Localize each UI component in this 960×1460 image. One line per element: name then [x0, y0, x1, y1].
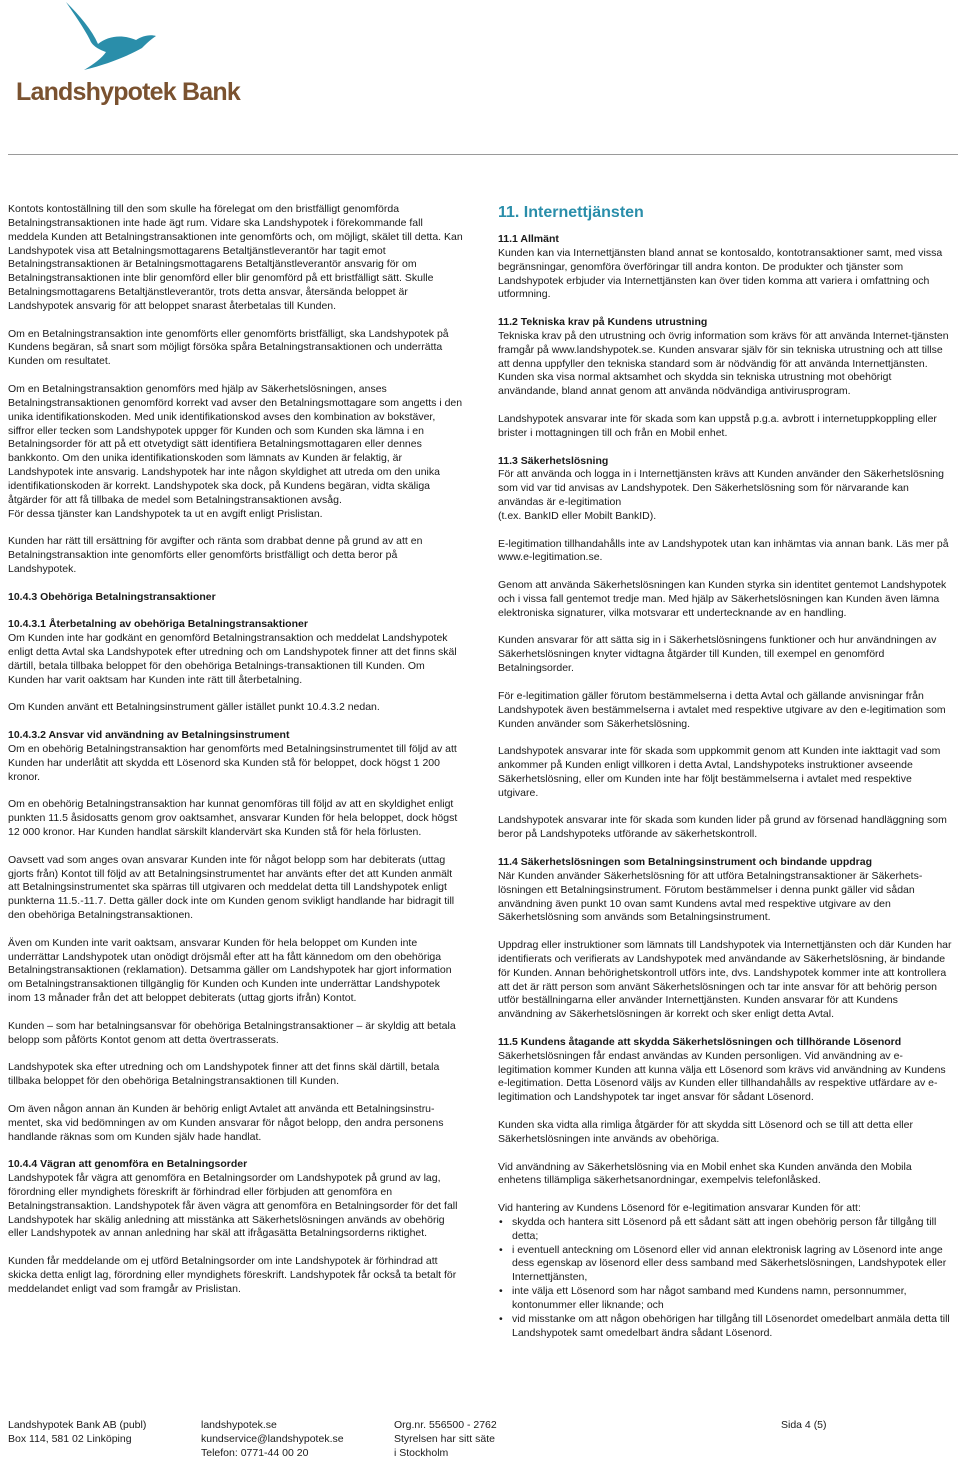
paragraph: Säkerhetslösningen får endast användas av Kunden personligen. Vid användning av e-legitimation kommer Kunden att kunna välja ett Lösenord som krävs vid användning av Kundens e-legitimation. Detta Lösenord väljs av Kunden eller tillhandahålls av respektive utfärdare av e-legitimation och Landshypotek tar inget ansvar för sådant Lösenord.: [498, 1049, 946, 1104]
list-item: • vid misstanke om att någon obehörigen har tillgång till Lösenordet omedelbart anmäla detta till Landshypotek samt omedelbart ändra sådant Lösenord.: [498, 1313, 953, 1341]
paragraph: För e-legitimation gäller förutom bestämmelserna i detta Avtal och gällande anvisningar från Landshypotek även bestämmelserna i avtalet med respektive utgivare av den e-legitimation som Kunden använder som Säkerhetslösning.: [498, 689, 946, 730]
paragraph: E-legitimation tillhandahålls inte av Landshypotek utan kan inhämtas via annan bank. Läs mer på www.e-legitimation.se.: [498, 537, 949, 564]
section-heading: 11. Internettjänsten: [498, 204, 644, 221]
paragraph: Landshypotek ansvarar inte för skada som kunden lider på grund av försenad handläggning som beror på Landshypoteks utförande av säkerhetskontroll.: [498, 814, 947, 841]
paragraph: Landshypotek får vägra att genomföra en Betalningsorder om Landshypotek på grund av lag, förordning eller myndighets föreskrift är förhindrad eller förbjuden att genomföra en Betalningstransaktion. Landshypotek får även vägra att genomföra en Betalningsorder för det fall Landshypotek har skälig anledning att misstänka att Säkerhetslösningen används av obehörig eller Landshypotek av annan anledning har skäl att ifrågasätta Betalningsorderns riktighet.: [8, 1172, 458, 1240]
bird-icon: [62, 0, 162, 72]
subheading: 10.4.4 Vägran att genomföra en Betalningsorder: [8, 1158, 248, 1171]
paragraph: Om Kunden inte har godkänt en genomförd Betalningstransaktion och meddelat Landshypotek enligt detta Avtal ska Landshypotek efter utredning och om Landshypotek finner att det finns skäl därtill, betala tillbaka beloppet för den obehöriga Betalnings-transaktionen till Kunden. Om Kunden har varit oaktsam har Kunden inte rätt till återbetalning.: [8, 632, 457, 686]
footer-company: [8, 1418, 146, 1446]
subheading: 11.5 Kundens åtagande att skydda Säkerhetslösningen och tillhörande Lösenord: [498, 1035, 902, 1048]
paragraph: Om även någon annan än Kunden är behörig enligt Avtalet att använda ett Betalningsinstru-mentet, ska vid bedömningen av om Kunden ansvarar för något belopp, den andra personens handlande räknas som om Kunden själv hade handlat.: [8, 1102, 444, 1143]
list-item: • skydda och hantera sitt Lösenord på ett sådant sätt att ingen obehörig person får tillgång till detta;: [498, 1216, 953, 1244]
subheading: 11.4 Säkerhetslösningen som Betalningsinstrument och bindande uppdrag: [498, 855, 872, 868]
paragraph: Även om Kunden inte varit oaktsam, ansvarar Kunden för hela beloppet om Kunden inte underrättar Landshypotek utan onödigt dröjsmål efter att ha fått kännedom om den obehöriga Betalningstransaktionen (reklamation). Detsamma gäller om Landshypotek har gjort information om Betalningstransaktionen tillgänglig för Kunden och Kunden inte underrättar Landshypotek inom 13 månader från det att beloppet debiterats (uttag gjorts ifrån) Kontot.: [8, 936, 452, 1005]
subheading: 10.4.3.2 Ansvar vid användning av Betalningsinstrument: [8, 729, 290, 742]
paragraph-text: Om en Betalningstransaktion genomförs med hjälp av Säkerhetslösningen, anses Betalningstransaktionen genomförd korrekt vad avser den Betalningsmottagare som angetts i den unika identifikationskoden. Med unik identifikationskod avses den kombination av bokstäver, siffror eller tecken som Landshypotek uppger för Kunden och som Kunden ska lämna i en Betalningsorder för att på ett otvetydigt sätt identifiera Betalningsmottagaren eller dennes bankkonto. Om den unika identifikationskoden som lämnats av Kunden är felaktig, är Landshypotek inte ansvarig. Landshypotek har inte någon skyldighet att utreda om den unika identifikationskoden är korrekt. Landshypotek ska dock, på Kundens begäran, vidta skäliga åtgärder för att få tillbaka de medel som Betalningstransaktionen avsåg.: [8, 382, 463, 506]
paragraph: Vid hantering av Kundens Lösenord för e-legitimation ansvarar Kunden för att:: [498, 1202, 861, 1215]
brand-name: Landshypotek Bank: [16, 78, 240, 106]
paragraph: När Kunden använder Säkerhetslösning för att utföra Betalningstransaktioner är Säkerhets-lösningen ett Betalningsinstrument. Förutom bestämmelser i denna punkt gäller vid sådan användning även punkt 10 ovan samt Kundens avtal med respektive utgivare av den Säkerhetslösning som används som Betalningsinstrument.: [498, 869, 923, 924]
footer-contact: [201, 1418, 344, 1460]
footer-page: [781, 1418, 827, 1432]
org-number: Org.nr. 556500 - 2762: [394, 1419, 497, 1431]
paragraph: Kunden får meddelande om ej utförd Betalningsorder om inte Landshypotek är förhindrad att skicka detta enligt lag, förordning eller myndighets föreskrift. Landshypotek får också ta betalt för meddelandet enligt vad som framgår av Prislistan.: [8, 1255, 457, 1295]
left-column: [8, 203, 463, 1311]
paragraph: Uppdrag eller instruktioner som lämnats till Landshypotek via Internettjänsten och där Kunden har identifierats och verifierats av Landshypotek med användande av Säkerhetslösning, är bindande för Kunden. Annan behörighetskontroll utförs inte, dvs. Landshypotek kommer inte att kontrollera att det är rätt person som använt Säkerhetslösningen och tar inte ansvar för att behörig person utför beställningarna eller använder Internettjänsten. Kunden ansvarar för att Kundens användning av Säkerhetslösningen är korrekt och sker enligt detta Avtal.: [498, 939, 952, 1021]
paragraph: Landshypotek ska efter utredning och om Landshypotek finner att det finns skäl därtill, betala tillbaka beloppet för den obehöriga Betalningstransaktionen till Kunden.: [8, 1061, 440, 1088]
paragraph: Om Kunden använt ett Betalningsinstrument gäller istället punkt 10.4.3.2 nedan.: [8, 701, 380, 714]
paragraph: Om en obehörig Betalningstransaktion har genomförts med Betalningsinstrumentet till följd av att Kunden har underlåtit att skydda ett Lösenord ska Kunden stå för beloppet, dock högst 1 200 kronor.: [8, 742, 457, 783]
list-item: • inte välja ett Lösenord som har något samband med Kundens namn, personnummer, kontonummer eller liknande; och: [498, 1285, 953, 1313]
paragraph: Kunden har rätt till ersättning för avgifter och ränta som drabbat denne på grund av att en Betalningstransaktion inte genomförts eller genomförts bristfälligt och detta beror på Landshypotek.: [8, 535, 423, 575]
paragraph: Om en Betalningstransaktion inte genomförts eller genomförts bristfälligt, ska Landshypotek på Kundens begäran, så snart som möjligt försöka spåra Betalningstransaktionen och underrätta Kunden om resultatet.: [8, 327, 449, 368]
paragraph: Oavsett vad som anges ovan ansvarar Kunden inte för något belopp som har debiterats (uttag gjorts från) Kontot till följd av att Betalningsinstrumentet har använts efter det att Kunden anmält att Betalningsinstrumentet ska spärras till utgivaren och meddelat detta till Landshypotek enligt punkterna 11.5.-11.7. Detta gäller dock inte om Kunden genom svikligt handlande har bidragit till den obehöriga Betalningstransaktionen.: [8, 853, 455, 922]
subheading: 10.4.3 Obehöriga Betalningstransaktioner: [8, 590, 216, 603]
subheading: 11.1 Allmänt: [498, 233, 559, 245]
paragraph: Kunden – som har betalningsansvar för obehöriga Betalningstransaktioner – är skyldig att betala belopp som påförts Kontot genom att detta övertrasserats.: [8, 1019, 456, 1046]
subheading: 10.4.3.1 Återbetalning av obehöriga Betalningstransaktioner: [8, 618, 308, 631]
subheading: 11.3 Säkerhetslösning: [498, 454, 609, 467]
footer-registration: [394, 1418, 497, 1460]
header-divider: [8, 154, 958, 155]
paragraph: Vid användning av Säkerhetslösning via en Mobil enhet ska Kunden använda den Mobila enhetens tillämpliga säkerhetsanordningar, exempelvis telefonlåsked.: [498, 1160, 912, 1187]
list-item: • i eventuell anteckning om Lösenord eller vid annan elektronisk lagring av Lösenord inte ange dess egenskap av lösenord eller dess samband med Säkerhetslösningen, Landshypotek eller Internettjänsten,: [498, 1244, 953, 1286]
bullet-list: [498, 1216, 953, 1341]
board-seat-city: i Stockholm: [394, 1447, 449, 1459]
website-link[interactable]: landshypotek.se: [201, 1419, 277, 1431]
paragraph: Tekniska krav på den utrustning och övrig information som krävs för att använda Internet-tjänsten framgår på www.landshypotek.se. Kunden ansvarar själv för sin tekniska utrustning och att tillse att denna uppfyller den tekniska standard som är nödvändig för att använda Internettjänsten. Kunden ska visa normal aktsamhet och skydda sin tekniska utrustning mot obehörigt användande, bland annat genom att använda nödvändiga antivirusprogram.: [498, 329, 949, 398]
paragraph: Kunden ska vidta alla rimliga åtgärder för att skydda sitt Lösenord och se till att detta eller Säkerhetslösningen inte används av obehöriga.: [498, 1119, 913, 1145]
logo: [8, 0, 240, 110]
email-link[interactable]: kundservice@landshypotek.se: [201, 1433, 344, 1445]
paragraph-text: För dessa tjänster kan Landshypotek ta ut en avgift enligt Prislistan.: [8, 507, 323, 520]
paragraph-text: (t.ex. BankID eller Mobilt BankID).: [498, 509, 657, 522]
paragraph: [498, 468, 953, 523]
page-number: Sida 4 (5): [781, 1419, 827, 1431]
paragraph-text: För att använda och logga in i Internettjänsten krävs att Kunden använder den Säkerhetslösning som vid var tid anvisas av Landshypotek. Den Säkerhetslösning som för närvarande kan användas är e-legitimation: [498, 468, 944, 509]
board-seat: Styrelsen har sitt säte: [394, 1433, 495, 1445]
paragraph: Kunden ansvarar för att sätta sig in i Säkerhetslösningens funktioner och hur användningen av Säkerhetslösningen knyter vidtagna åtgärder till Kunden, till exempel en genomförd Betalningsorder.: [498, 634, 937, 675]
paragraph: Kunden kan via Internettjänsten bland annat se kontosaldo, kontotransaktioner samt, med vissa begränsningar, genomföra överföringar till andra konton. De produkter och tjänster som Landshypotek erbjuder via Internettjänsten kan över tiden komma att variera i omfattning och utformning.: [498, 246, 943, 301]
subheading: 11.2 Tekniska krav på Kundens utrustning: [498, 316, 708, 329]
right-column: [498, 203, 953, 1341]
paragraph: Kontots kontoställning till den som skulle ha förelegat om den bristfälligt genomförda Betalningstransaktionen inte hade ägt rum. Vidare ska Landshypotek i förekommande fall meddela Kunden att Betalningstransaktionen inte genomförts och, om möjligt, skälet till detta. Kan Landshypotek visa att Betalningsmottagarens Betaltjänstleverantör har tagit emot Betalningstransaktionen är Betalningsmottagarens Betaltjänstleverantör ansvarig för om Betalningstransaktionen inte blir genomförd eller blir genomförd på ett bristfälligt sätt. Skulle Betalningsmottagarens Betaltjänstleverantör, trots detta ansvar, återsända beloppet är Landshypotek ansvarig för att beloppet snarast återbetalas till Kunden.: [8, 203, 463, 312]
paragraph: Om en obehörig Betalningstransaktion har kunnat genomföras till följd av att en skyldighet enligt punkten 11.5 åsidosatts genom grov oaktsamhet, ansvarar Kunden för hela beloppet, dock högst 12 000 kronor. Har Kunden handlat särskilt klandervärt ska Kunden stå för hela förlusten.: [8, 798, 458, 838]
paragraph: [8, 383, 463, 521]
paragraph: Landshypotek ansvarar inte för skada som uppkommit genom att Kunden inte iakttagit vad som ankommer på Kunden enligt villkoren i detta Avtal, Landshypoteks instruktioner avseende Säkerhetslösning, eller om Kunden inte har följt bestämmelserna i avtalet med respektive utgivare.: [498, 745, 941, 799]
phone-number: Telefon: 0771-44 00 20: [201, 1447, 309, 1459]
postal-address: Box 114, 581 02 Linköping: [8, 1433, 132, 1445]
paragraph: Landshypotek ansvarar inte för skada som kan uppstå p.g.a. avbrott i internetuppkoppling eller brister i mottagningen till och från en Mobil enhet.: [498, 412, 937, 439]
company-name: Landshypotek Bank AB (publ): [8, 1419, 147, 1431]
paragraph: Genom att använda Säkerhetslösningen kan Kunden styrka sin identitet gentemot Landshypotek och i vissa fall gentemot tredje man. Med hjälp av Säkerhetslösningen kan Kunden även lämna elektroniska signaturer, vilka motsvarar ett undertecknande av en handling.: [498, 579, 947, 619]
